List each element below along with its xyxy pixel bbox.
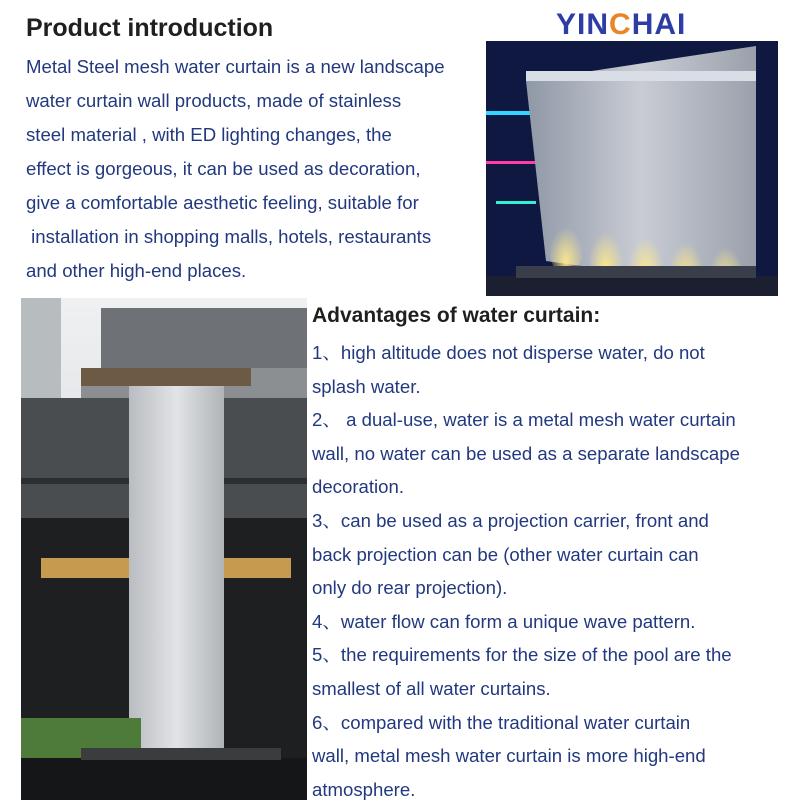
logo-text-yin: YIN <box>556 8 610 41</box>
intro-line: give a comfortable aesthetic feeling, suitable for <box>26 192 419 213</box>
advantage-line: decoration. <box>312 476 404 498</box>
logo-text-hai: HAI <box>631 8 687 41</box>
advantage-line: 3、can be used as a projection carrier, front and <box>312 509 709 531</box>
advantage-line: back projection can be (other water curtain can <box>312 543 699 565</box>
advantages-title: Advantages of water curtain: <box>312 304 601 327</box>
intro-line: and other high-end places. <box>26 260 247 281</box>
advantage-line: splash water. <box>312 375 421 397</box>
advantage-line: 2、 a dual-use, water is a metal mesh water curtain <box>312 409 736 431</box>
brand-logo <box>556 8 686 42</box>
intro-title: Product introduction <box>26 14 274 42</box>
advantage-line: 6、compared with the traditional water curtain <box>312 711 691 733</box>
advantage-line: atmosphere. <box>312 778 416 800</box>
advantage-line: smallest of all water curtains. <box>312 677 551 699</box>
intro-line: water curtain wall products, made of stainless <box>26 90 402 111</box>
advantage-line: only do rear projection). <box>312 577 508 599</box>
outdoor-water-curtain-photo <box>21 298 307 800</box>
intro-line: installation in shopping malls, hotels, restaurants <box>26 226 432 247</box>
intro-line: effect is gorgeous, it can be used as decoration, <box>26 158 421 179</box>
intro-line: Metal Steel mesh water curtain is a new landscape <box>26 56 445 77</box>
indoor-water-curtain-photo <box>486 41 778 296</box>
advantage-line: 4、water flow can form a unique wave pattern. <box>312 610 696 632</box>
advantage-line: 5、the requirements for the size of the pool are the <box>312 644 732 666</box>
advantage-line: wall, no water can be used as a separate landscape <box>312 442 740 464</box>
intro-paragraph <box>26 50 496 288</box>
advantages-list <box>312 336 792 806</box>
intro-line: steel material , with ED lighting changes, the <box>26 124 392 145</box>
advantage-line: wall, metal mesh water curtain is more high-end <box>312 745 706 767</box>
logo-text-c: C <box>609 8 632 41</box>
advantage-line: 1、high altitude does not disperse water, do not <box>312 342 705 363</box>
